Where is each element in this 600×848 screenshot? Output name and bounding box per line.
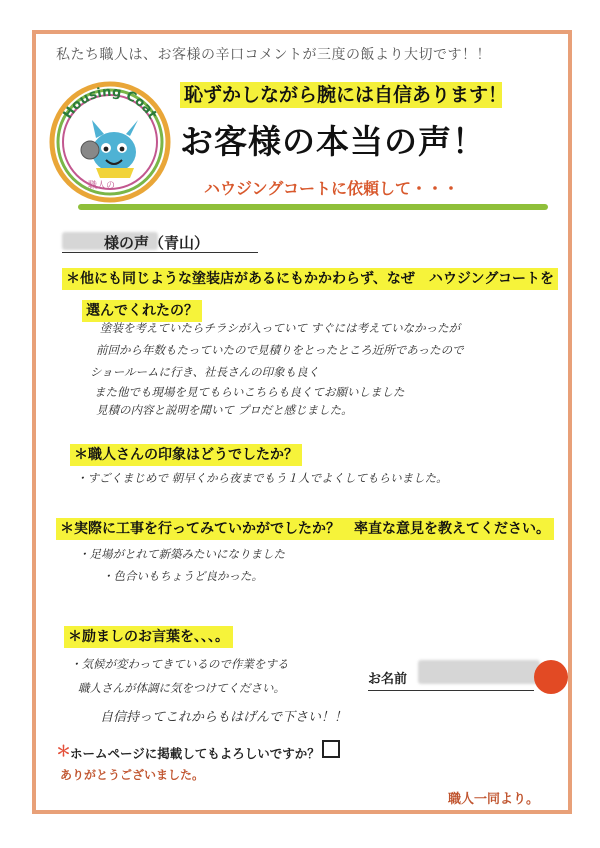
tagline: 私たち職人は、お客様の辛口コメントが三度の飯より大切です！！ bbox=[56, 47, 491, 63]
question-1-line-2: 選んでくれたの？ bbox=[82, 300, 202, 322]
logo-text: Housing Coat bbox=[60, 84, 160, 122]
answer-4-line-3: 自信持ってこれからもはげんで下さい！！ bbox=[100, 710, 348, 725]
headline-small bbox=[180, 82, 508, 108]
logo-subtext: 職人の bbox=[88, 181, 116, 191]
headline-large: お客様の本当の声！ bbox=[180, 122, 486, 161]
homepage-question: ホームページに掲載してもよろしいですか？ bbox=[70, 746, 320, 761]
answer-3-line-2: ・色合いもちょうど良かった。 bbox=[102, 569, 263, 583]
question-3: ＊実際に工事を行ってみていかがでしたか？ 率直な意見を教えてください。 bbox=[56, 518, 554, 540]
answer-4-line-1: ・気候が変わってきているので作業をする bbox=[70, 657, 289, 671]
voice-title: 様の声（青山） bbox=[104, 234, 210, 252]
company-logo bbox=[48, 80, 172, 204]
answer-2-line-1: ・すごくまじめで 朝早くから夜までもう１人でよくしてもらいました。 bbox=[76, 471, 448, 485]
voice-title-underline bbox=[62, 252, 258, 253]
answer-1-line-3: ショールームに行き、社長さんの印象も良く bbox=[90, 365, 320, 379]
answer-1-line-4: また他でも現場を見てもらいこちらも良くてお願いしました bbox=[94, 385, 405, 399]
homepage-consent-checkbox[interactable] bbox=[322, 740, 340, 758]
signoff-text: 職人一同より。 bbox=[448, 792, 540, 807]
divider-line bbox=[78, 204, 548, 210]
question-2: ＊職人さんの印象はどうでしたか？ bbox=[70, 444, 302, 466]
homepage-star: ＊ bbox=[56, 742, 72, 760]
seal-stamp-icon bbox=[534, 660, 568, 694]
answer-4-line-2: 職人さんが体調に気をつけてください。 bbox=[78, 681, 285, 695]
answer-1-line-5: 見積の内容と説明を聞いて プロだと感じました。 bbox=[96, 403, 353, 417]
question-1-line-1: ＊他にも同じような塗装店があるにもかかわらず、なぜ ハウジングコートを bbox=[62, 268, 558, 290]
subhead: ハウジングコートに依頼して・・・ bbox=[204, 179, 459, 198]
name-underline bbox=[368, 690, 534, 691]
answer-1-line-1: 塗装を考えていたらチラシが入っていて すぐには考えていなかったが bbox=[100, 321, 461, 335]
answer-1-line-2: 前回から年数もたっていたので見積りをとったところ近所であったので bbox=[96, 343, 464, 357]
question-4: ＊励ましのお言葉を、、、。 bbox=[64, 626, 233, 648]
name-mosaic bbox=[418, 660, 540, 684]
thanks-text: ありがとうございました。 bbox=[60, 768, 205, 782]
answer-3-line-1: ・足場がとれて新築みたいになりました bbox=[78, 547, 285, 561]
name-label: お名前 bbox=[368, 672, 408, 687]
headline-small-text: 恥ずかしながら腕には自信あります！ bbox=[184, 84, 508, 106]
